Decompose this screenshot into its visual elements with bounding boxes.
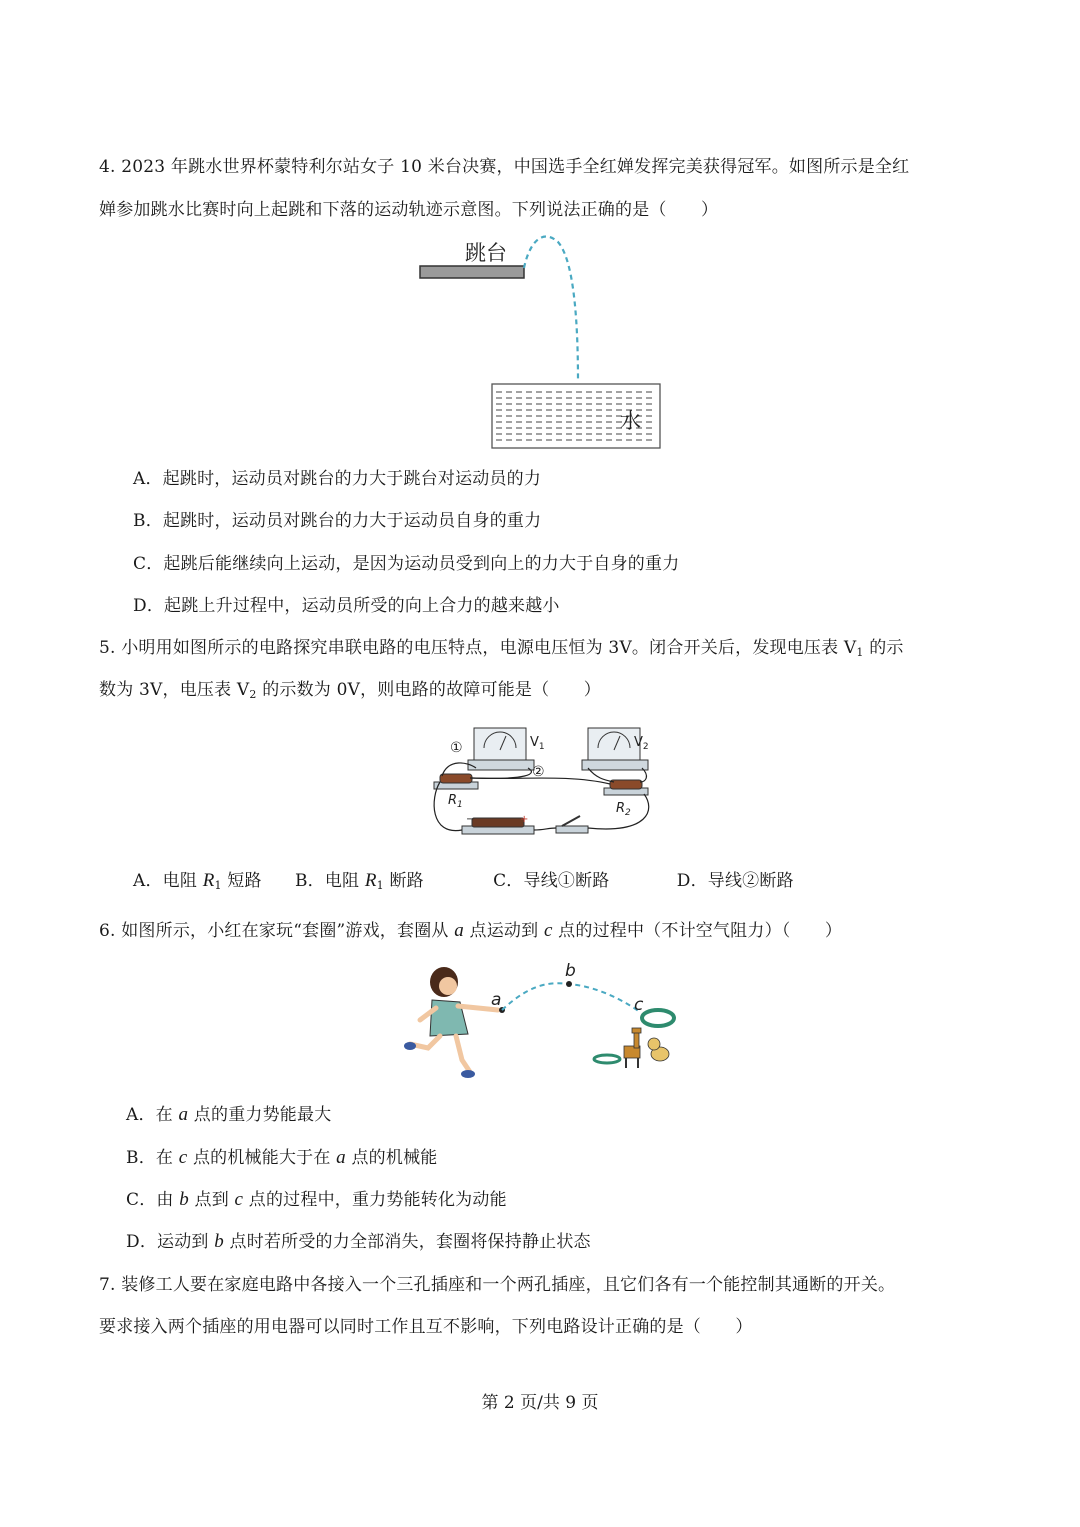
svg-text:R1 [448, 793, 463, 810]
r2-label: R [616, 801, 626, 816]
diving-platform [420, 266, 524, 278]
water-label: 水 [620, 409, 641, 433]
q6-stem: 6. 如图所示，小红在家玩“套圈”游戏，套圈从 a 点运动到 c 点的过程中（不计空气阻力）（ ） [99, 920, 843, 941]
wire-1-label: ① [450, 740, 463, 756]
r1-sub: 1 [457, 800, 463, 810]
q6-option-c: C．由 b 点到 c 点的过程中，重力势能转化为动能 [126, 1189, 507, 1210]
q5-option-a: A．电阻 $R_1$ 短路 [133, 870, 262, 892]
svg-text:V2 [634, 735, 649, 752]
battery-minus: − [466, 814, 475, 825]
q4-option-d: D．起跳上升过程中，运动员所受的向上合力的越来越小 [133, 596, 560, 616]
ring-trajectory [502, 983, 640, 1012]
svg-text:V1 [530, 735, 545, 752]
ground-ring [594, 1055, 620, 1063]
trajectory-curve [524, 236, 578, 382]
point-b-label: b [565, 961, 576, 981]
q5-option-d: D．导线②断路 [676, 871, 794, 891]
resistor-r1 [434, 774, 478, 789]
circuit-figure [428, 718, 658, 848]
svg-text:R2 [616, 801, 631, 818]
battery-plus: + [520, 814, 529, 825]
point-a-label: a [491, 990, 502, 1010]
point-c-label: c [634, 995, 644, 1015]
v1-label: V [530, 735, 539, 750]
platform-label: 跳台 [465, 241, 507, 265]
diving-trajectory-figure [410, 228, 670, 453]
page-footer: 第 2 页/共 9 页 [481, 1393, 599, 1413]
r2-sub: 2 [625, 808, 631, 818]
point-b-marker [566, 981, 572, 987]
flying-ring [642, 1010, 674, 1026]
q6-option-a: A．在 a 点的重力势能最大 [126, 1104, 332, 1125]
v2-sub: 2 [642, 742, 649, 752]
ring-toss-figure [402, 960, 692, 1082]
dog-toy [648, 1038, 669, 1061]
q4-stem-line1: 4. 2023 年跳水世界杯蒙特利尔站女子 10 米台决赛，中国选手全红婵发挥完美获得冠军。如图所示是全红 [99, 157, 910, 177]
q6-option-b: B．在 c 点的机械能大于在 a 点的机械能 [126, 1147, 438, 1168]
switch [556, 816, 588, 833]
v1-sub: 1 [538, 742, 545, 752]
q5-stem-line2: 数为 3V，电压表 $V_2$ 的示数为 0V，则电路的故障可能是（ ） [99, 680, 601, 701]
q4-option-a: A．起跳时，运动员对跳台的力大于跳台对运动员的力 [133, 469, 542, 489]
v2-label: V [634, 735, 643, 750]
q5-stem-line1: 5. 小明用如图所示的电路探究串联电路的电压特点，电源电压恒为 3V。闭合开关后，发现电压表 $V_1$ 的示 [99, 638, 904, 659]
girl-illustration [404, 967, 498, 1078]
q5-options [133, 869, 794, 898]
giraffe-toy [624, 1028, 641, 1068]
q7-stem-line1: 7. 装修工人要在家庭电路中各接入一个三孔插座和一个两孔插座，且它们各有一个能控制其通断的开关。 [99, 1275, 896, 1295]
q4-option-b: B．起跳时，运动员对跳台的力大于运动员自身的重力 [133, 511, 542, 531]
q5-option-c: C．导线①断路 [493, 871, 610, 891]
r1-label: R [448, 793, 458, 808]
q5-option-b: B．电阻 $R_1$ 断路 [294, 870, 424, 892]
wire-2-label: ② [532, 764, 545, 780]
q4-stem-line2: 婵参加跳水比赛时向上起跳和下落的运动轨迹示意图。下列说法正确的是（ ） [99, 200, 719, 220]
q4-option-c: C．起跳后能继续向上运动，是因为运动员受到向上的力大于自身的重力 [133, 554, 680, 574]
wire-bottom [534, 828, 556, 830]
q7-stem-line2: 要求接入两个插座的用电器可以同时工作且互不影响，下列电路设计正确的是（ ） [99, 1317, 753, 1337]
q6-option-d: D．运动到 b 点时若所受的力全部消失，套圈将保持静止状态 [126, 1231, 591, 1252]
voltmeter-v1 [468, 728, 534, 770]
